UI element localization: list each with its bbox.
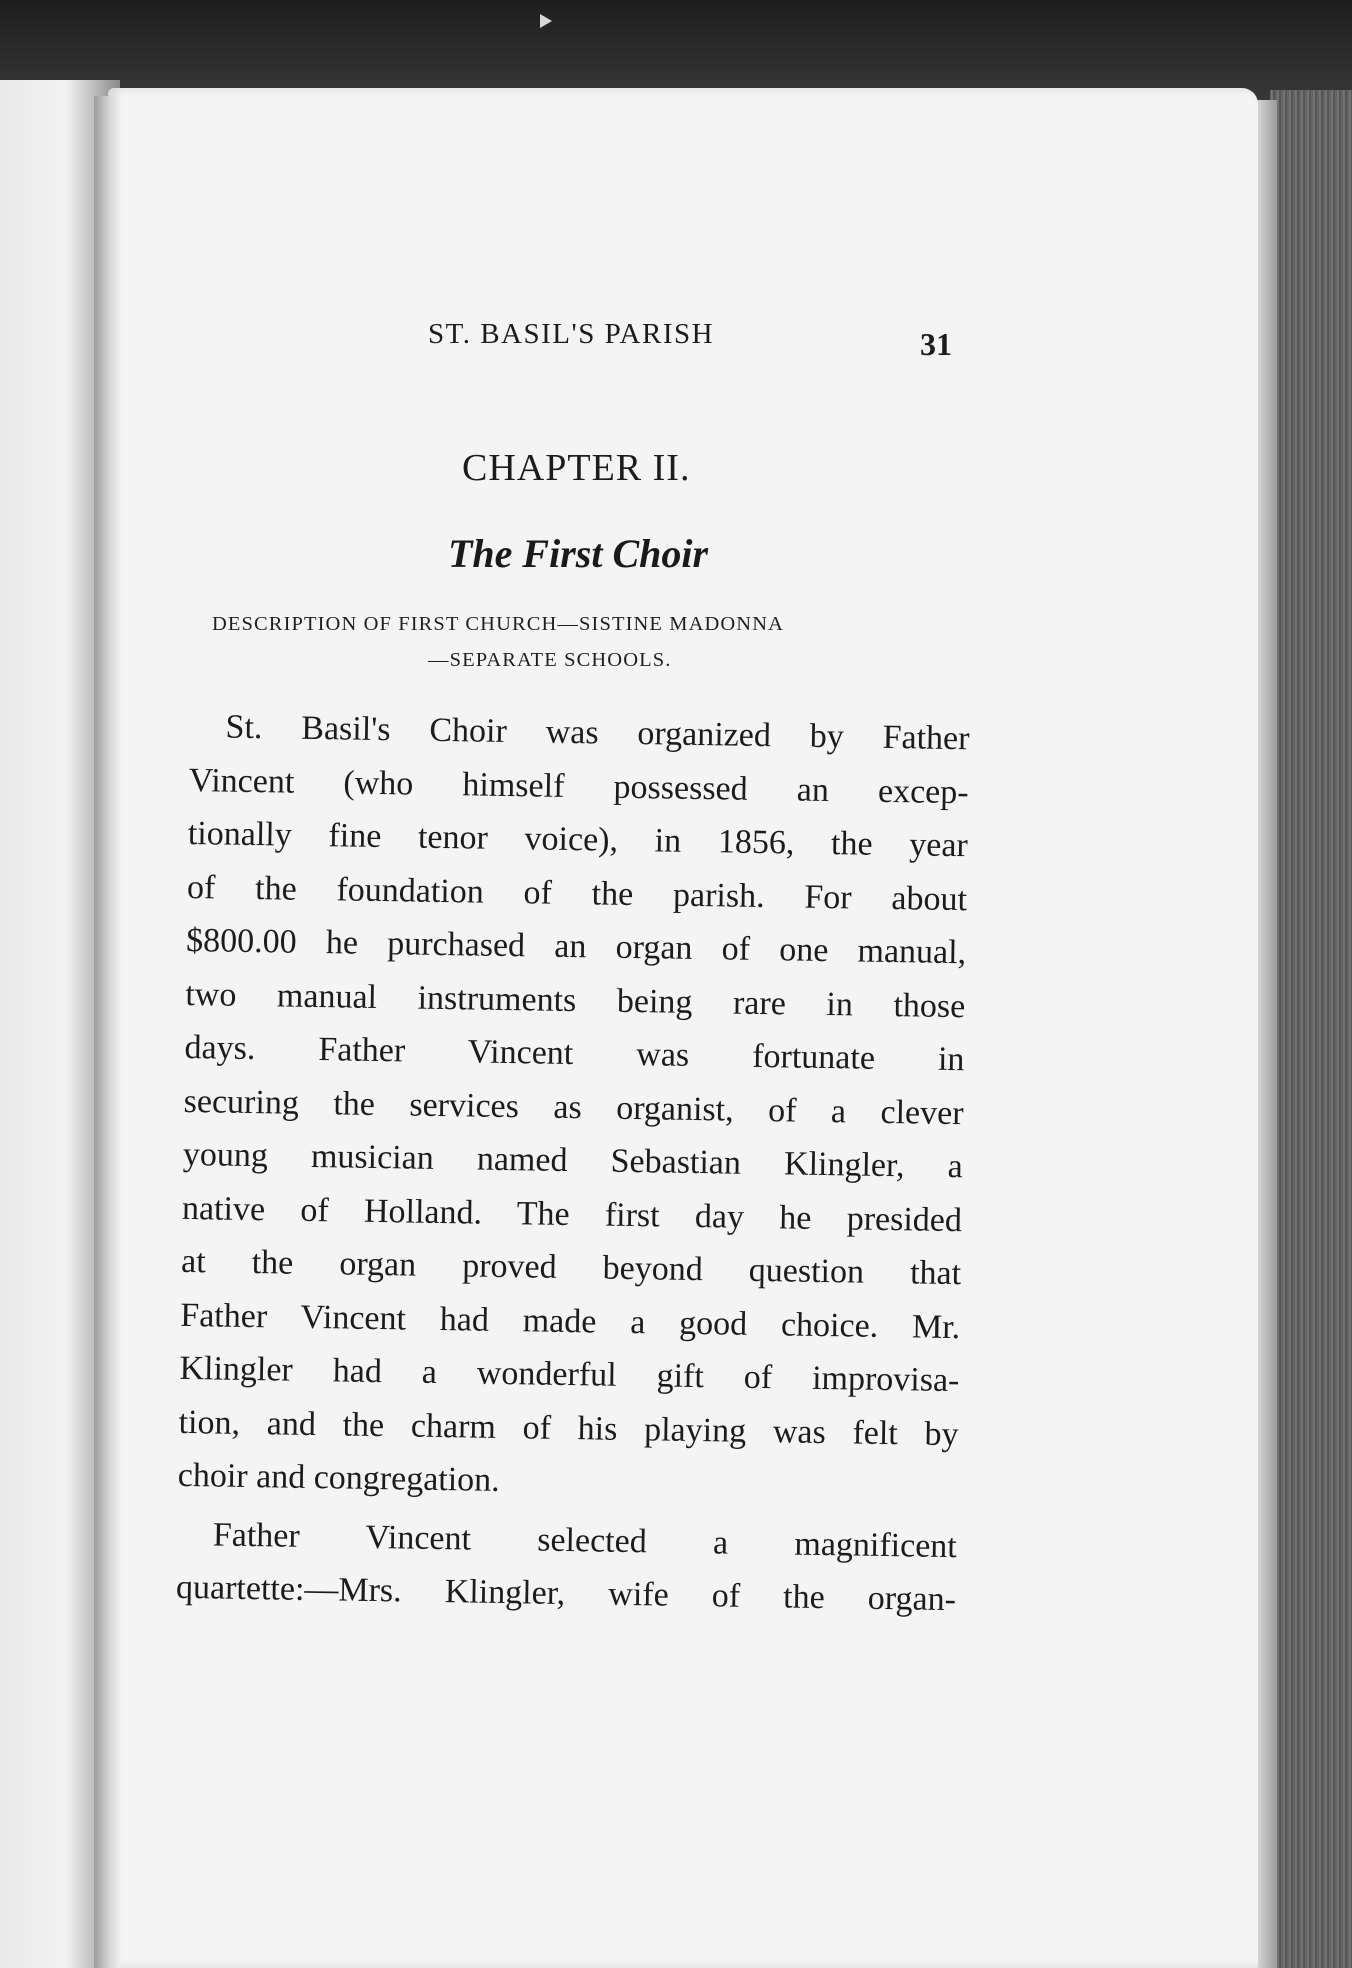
book-page-edges — [1270, 90, 1352, 1968]
text-line: at the organ proved beyond question that — [180, 1242, 962, 1293]
text-line: securing the services as organist, of a clever — [183, 1082, 964, 1132]
chapter-title: The First Choir — [448, 531, 709, 576]
text-line: $800.00 he purchased an organ of one manual, — [185, 921, 967, 972]
text-line: St. Basil's Choir was organized by Father — [225, 708, 970, 758]
text-line: Father Vincent selected a magnificent — [212, 1515, 958, 1565]
chapter-heading: CHAPTER II. — [462, 447, 691, 489]
chapter-summary — [212, 606, 972, 678]
summary-line: DESCRIPTION OF FIRST CHURCH—SISTINE MADONNA — [212, 613, 785, 635]
text-line: native of Holland. The first day he presided — [181, 1189, 963, 1239]
text-line: of the foundation of the parish. For about — [186, 868, 968, 918]
running-head: ST. BASIL'S PARISH — [428, 318, 715, 350]
text-line: Vincent (who himself possessed an excep- — [188, 761, 969, 811]
text-line: quartette:—Mrs. Klingler, wife of the organ- — [175, 1568, 957, 1619]
text-line: Father Vincent had made a good choice. Mr. — [180, 1296, 961, 1346]
text-line: Klingler had a wonderful gift of improvisa- — [179, 1349, 960, 1400]
text-line: days. Father Vincent was fortunate in — [184, 1028, 965, 1079]
paragraph — [176, 1507, 958, 1626]
text-line: two manual instruments being rare in those — [185, 975, 966, 1025]
text-line: tion, and the charm of his playing was felt by — [178, 1403, 959, 1453]
page-gutter — [94, 96, 120, 1968]
summary-line: —SEPARATE SCHOOLS. — [428, 649, 672, 671]
paragraph — [177, 700, 970, 1515]
text-line: young musician named Sebastian Klingler, a — [182, 1135, 964, 1186]
body-text — [176, 700, 970, 1627]
page-edge-shadow — [1255, 100, 1277, 1968]
page-number: 31 — [920, 326, 952, 362]
text-line: choir and congregation. — [177, 1456, 501, 1499]
text-line: tionally fine tenor voice), in 1856, the year — [187, 814, 969, 865]
